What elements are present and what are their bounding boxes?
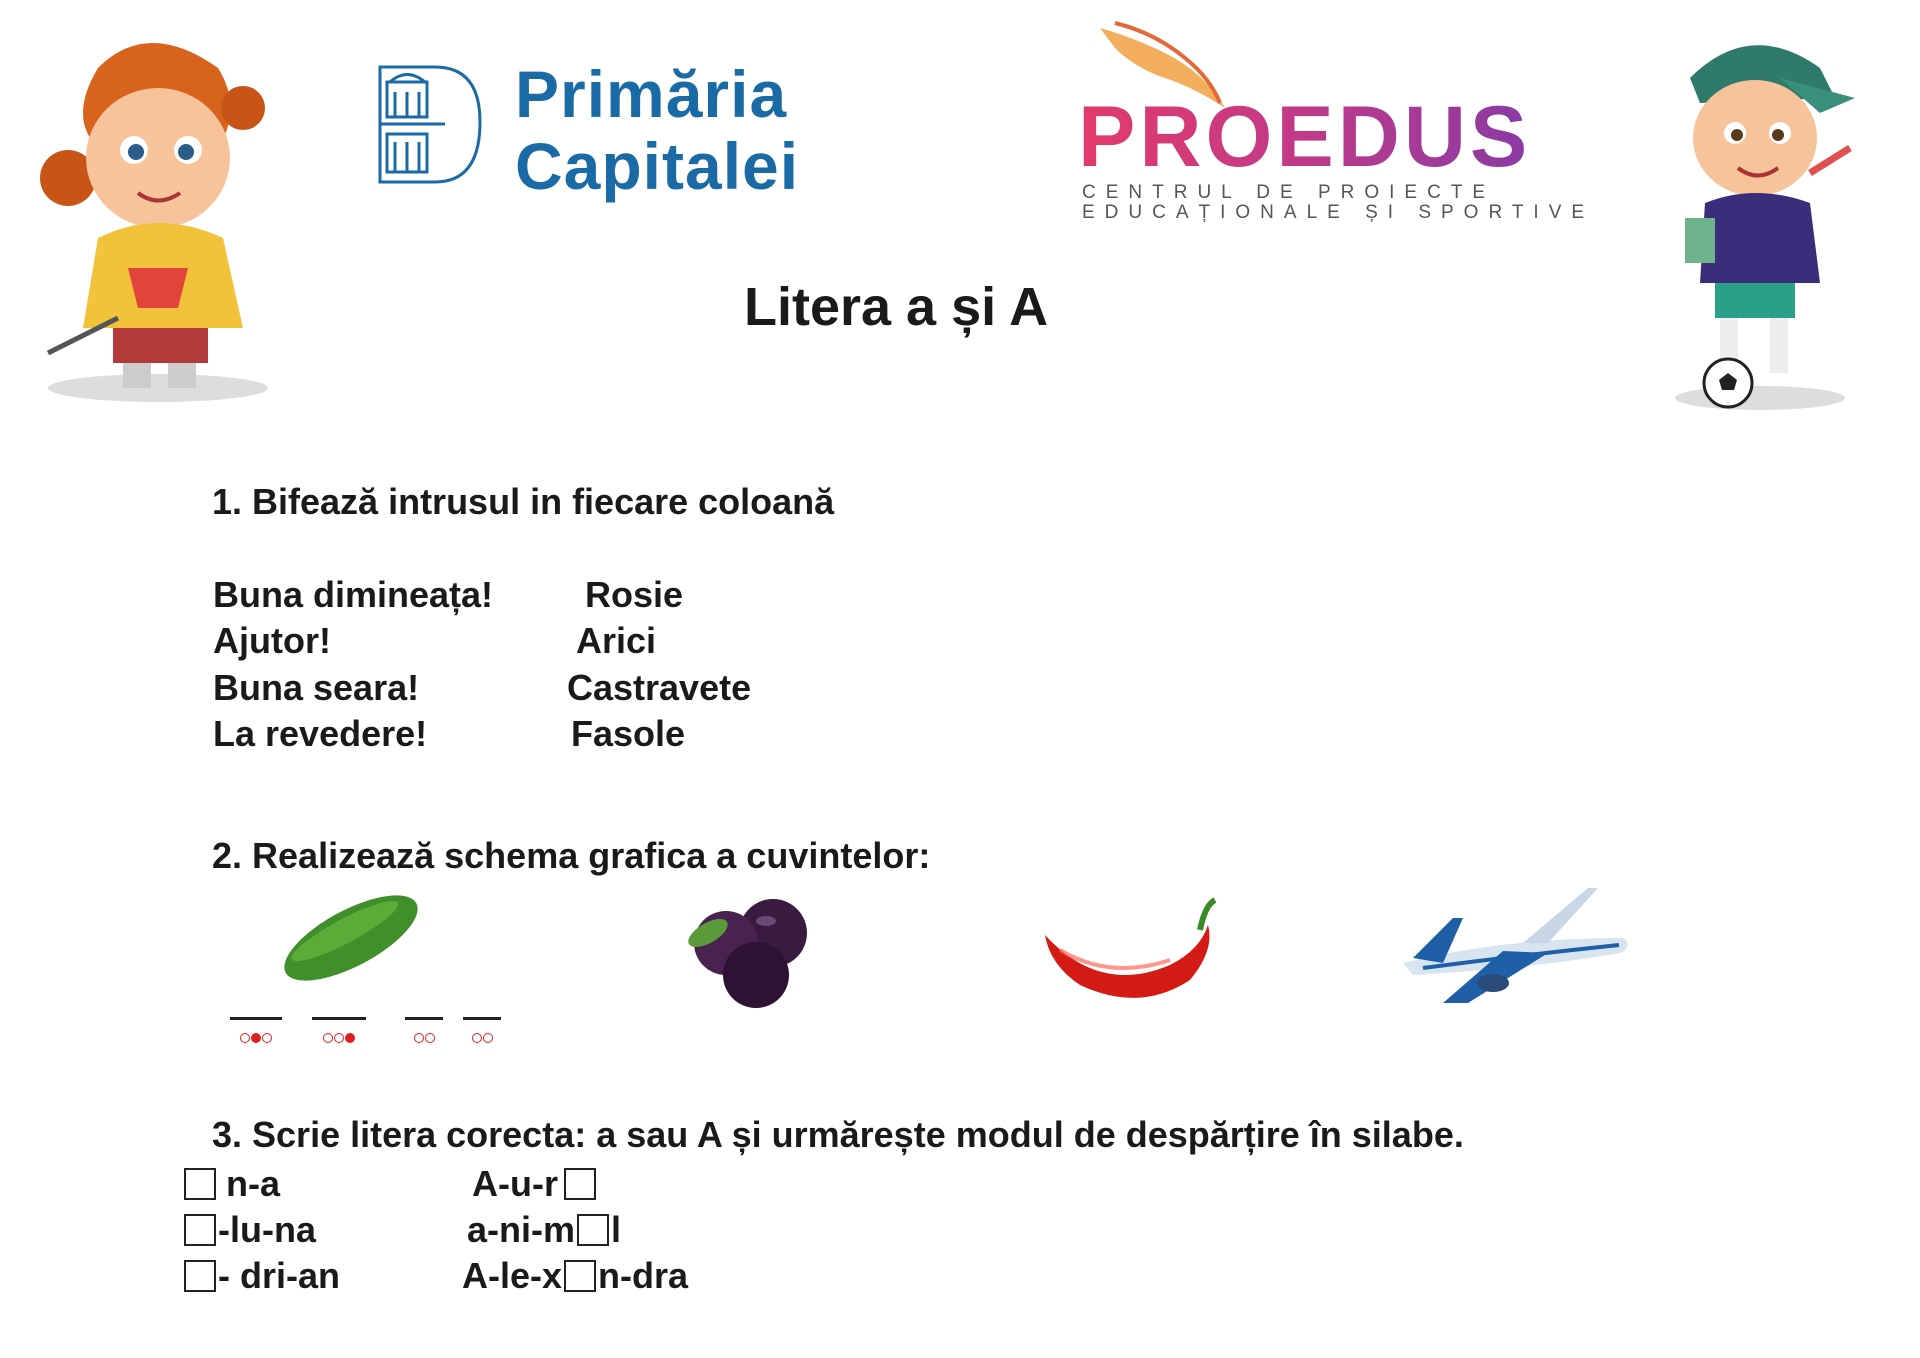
proedus-sub-line2: EDUCAȚIONALE ȘI SPORTIVE bbox=[1082, 202, 1595, 223]
letter-input-box[interactable] bbox=[564, 1260, 596, 1292]
primaria-line1: Primăria bbox=[515, 57, 788, 131]
ex3-right-text: A-le-x bbox=[462, 1255, 563, 1296]
proedus-name: PROEDUS bbox=[1078, 89, 1532, 185]
ex3-right-item bbox=[462, 1255, 688, 1297]
schema-dots bbox=[405, 1030, 443, 1048]
schema-group-1 bbox=[230, 1017, 282, 1048]
schema-dots bbox=[230, 1030, 282, 1048]
syllable-dot bbox=[483, 1033, 493, 1043]
schema-dots bbox=[463, 1030, 501, 1048]
ex1-col2-item[interactable]: Fasole bbox=[571, 713, 686, 754]
proedus-subtitle bbox=[1082, 183, 1594, 223]
schema-group-4 bbox=[463, 1017, 501, 1048]
airplane-icon bbox=[1383, 883, 1633, 1013]
ex3-right-text-after: l bbox=[611, 1209, 622, 1250]
exercise2-heading: 2. Realizează schema grafica a cuvintelor: bbox=[212, 835, 931, 876]
schema-group-3 bbox=[405, 1017, 443, 1048]
page-title: Litera a și A bbox=[744, 277, 1049, 337]
letter-input-box[interactable] bbox=[184, 1214, 216, 1246]
syllable-dot bbox=[472, 1033, 482, 1043]
ex3-right-text-after: n-dra bbox=[598, 1255, 689, 1296]
girl-mascot-illustration bbox=[28, 28, 278, 408]
primaria-logo-text bbox=[515, 58, 799, 202]
ex1-col2-item[interactable]: Castravete bbox=[567, 667, 752, 708]
ex3-left-text: -lu-na bbox=[218, 1209, 316, 1250]
ex1-col1-item[interactable]: La revedere! bbox=[213, 713, 428, 754]
syllable-dot bbox=[240, 1033, 250, 1043]
syllable-dot bbox=[345, 1033, 355, 1043]
primaria-line2: Capitalei bbox=[515, 129, 800, 203]
ex3-left-text: - dri-an bbox=[218, 1255, 340, 1296]
syllable-dot bbox=[334, 1033, 344, 1043]
cucumber-icon bbox=[275, 893, 425, 983]
syllable-dot bbox=[323, 1033, 333, 1043]
letter-input-box[interactable] bbox=[184, 1260, 216, 1292]
ex3-right-item bbox=[467, 1209, 621, 1251]
schema-line bbox=[312, 1017, 366, 1020]
letter-input-box[interactable] bbox=[564, 1168, 596, 1200]
ex1-col1-item[interactable]: Ajutor! bbox=[213, 620, 331, 661]
syllable-dot bbox=[251, 1033, 261, 1043]
letter-input-box[interactable] bbox=[577, 1214, 609, 1246]
ex1-col2-item[interactable]: Rosie bbox=[585, 574, 684, 615]
schema-line bbox=[405, 1017, 443, 1020]
ex3-right-text: a-ni-m bbox=[467, 1209, 575, 1250]
primaria-capitalei-logo-icon bbox=[375, 62, 485, 187]
ex3-right-item bbox=[472, 1163, 596, 1205]
exercise1-heading: 1. Bifează intrusul in fiecare coloană bbox=[212, 481, 835, 522]
chili-pepper-icon bbox=[1040, 895, 1225, 1005]
syllable-dot bbox=[414, 1033, 424, 1043]
syllable-dot bbox=[262, 1033, 272, 1043]
ex3-left-item bbox=[184, 1163, 280, 1205]
schema-line bbox=[230, 1017, 282, 1020]
ex3-left-item bbox=[184, 1255, 340, 1297]
proedus-sub-line1: CENTRUL DE PROIECTE bbox=[1082, 182, 1496, 203]
plums-icon bbox=[678, 893, 828, 1013]
ex1-col1-item[interactable]: Buna seara! bbox=[213, 667, 420, 708]
exercise3-heading: 3. Scrie litera corecta: a sau A și urmărește modul de despărțire în silabe. bbox=[212, 1114, 1464, 1155]
letter-input-box[interactable] bbox=[184, 1168, 216, 1200]
schema-group-2 bbox=[312, 1017, 366, 1048]
ex3-left-item bbox=[184, 1209, 316, 1251]
boy-mascot-illustration bbox=[1660, 18, 1860, 418]
syllable-dot bbox=[425, 1033, 435, 1043]
ex3-left-text: n-a bbox=[226, 1163, 280, 1204]
ex1-col1-item[interactable]: Buna dimineața! bbox=[213, 574, 494, 615]
schema-dots bbox=[312, 1030, 366, 1048]
ex1-col2-item[interactable]: Arici bbox=[576, 620, 657, 661]
schema-line bbox=[463, 1017, 501, 1020]
ex3-right-text: A-u-r bbox=[472, 1163, 558, 1204]
